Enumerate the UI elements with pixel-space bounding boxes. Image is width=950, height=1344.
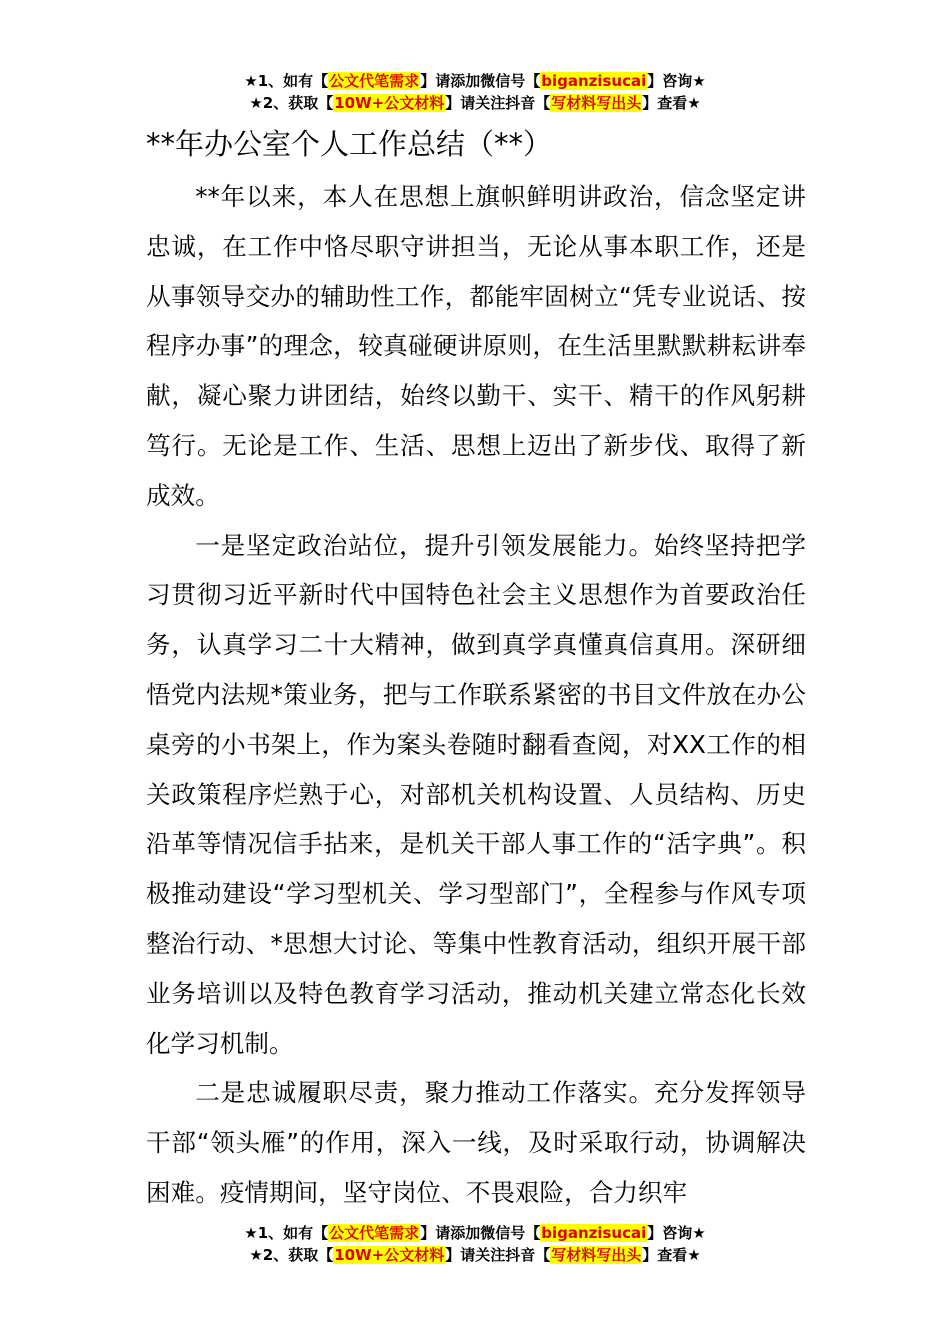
banner-text: 】查看★ — [642, 1246, 701, 1264]
banner-text: ★2、获取【 — [249, 1246, 334, 1264]
paragraph-duty: 二是忠诚履职尽责，聚力推动工作落实。充分发挥领导干部“领头雁”的作用，深入一线，及时采取行动，协调解决困难。疫情期间，坚守岗位、不畏艰险，合力织牢 — [146, 1078, 806, 1207]
paragraph-political-stance: 一是坚定政治站位，提升引领发展能力。始终坚持把学习贯彻习近平新时代中国特色社会主义思想作为首要政治任务，认真学习二十大精神，做到真学真懂真信真用。深研细悟党内法规*策业务，把与工作联系紧密的书目文件放在办公桌旁的小书架上，作为案头卷随时翻看查阅，对XX工作的相关政策程序烂熟于心，对部机关机构设置、人员结构、历史沿革等情况信手拈来，是机关干部人事工作的“活字典”。积极推动建设“学习型机关、学习型部门”，全程参与作风专项整治行动、*思想大讨论、等集中性教育活动，组织开展干部业务培训以及特色教育学习活动，推动机关建立常态化长效化学习机制。 — [146, 530, 806, 1058]
banner-text: ★1、如有【 — [244, 1224, 329, 1242]
banner-highlight: 公文代笔需求 — [329, 1224, 420, 1242]
banner-highlight-wechat-id: biganzisucai — [541, 72, 647, 90]
banner-text: 】请添加微信号【 — [420, 1224, 541, 1242]
banner-highlight: 10W+公文材料 — [334, 1246, 445, 1264]
paragraph-intro: **年以来，本人在思想上旗帜鲜明讲政治，信念坚定讲忠诚，在工作中恪尽职守讲担当，无论从事本职工作，还是从事领导交办的辅助性工作，都能牢固树立“凭专业说话、按程序办事”的理念，较真碰硬讲原则，在生活里默默耕耘讲奉献，凝心聚力讲团结，始终以勤干、实干、精干的作风躬耕笃行。无论是工作、生活、思想上迈出了新步伐、取得了新成效。 — [146, 182, 806, 510]
banner-line-2 — [0, 1244, 950, 1266]
banner-text: ★2、获取【 — [249, 94, 334, 112]
banner-highlight: 10W+公文材料 — [334, 94, 445, 112]
banner-line-2 — [0, 92, 950, 114]
banner-highlight: 公文代笔需求 — [329, 72, 420, 90]
banner-text: ★1、如有【 — [244, 72, 329, 90]
banner-highlight-douyin: 写材料写出头 — [551, 1246, 642, 1264]
banner-text: 】请添加微信号【 — [420, 72, 541, 90]
banner-text: 】咨询★ — [647, 72, 706, 90]
banner-line-1 — [0, 70, 950, 92]
document-body — [146, 172, 806, 1218]
bottom-banner — [0, 1222, 950, 1266]
document-title: **年办公室个人工作总结（**） — [146, 127, 553, 161]
banner-text: 】请关注抖音【 — [445, 94, 551, 112]
banner-line-1 — [0, 1222, 950, 1244]
banner-highlight-douyin: 写材料写出头 — [551, 94, 642, 112]
banner-text: 】咨询★ — [647, 1224, 706, 1242]
banner-highlight-wechat-id: biganzisucai — [541, 1224, 647, 1242]
banner-text: 】查看★ — [642, 94, 701, 112]
top-banner — [0, 70, 950, 114]
banner-text: 】请关注抖音【 — [445, 1246, 551, 1264]
